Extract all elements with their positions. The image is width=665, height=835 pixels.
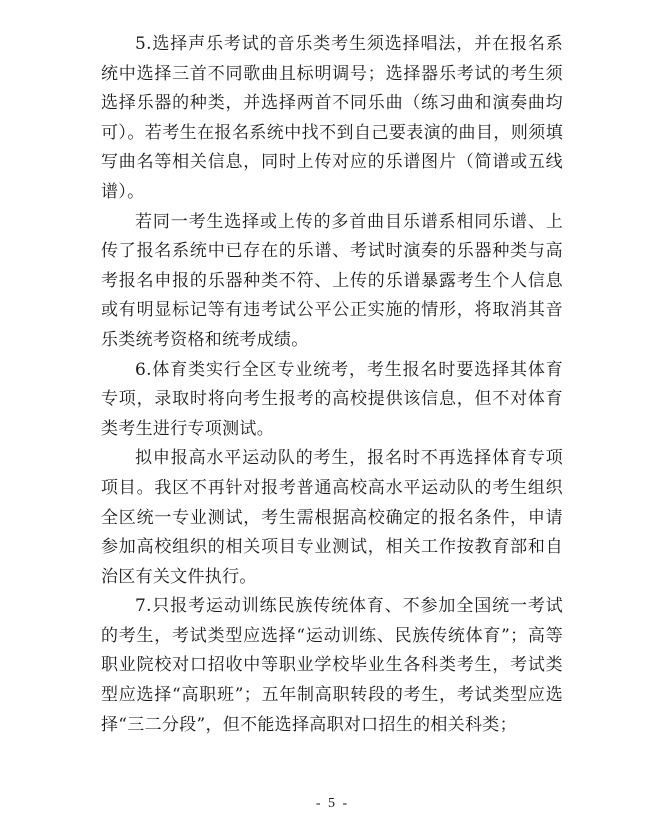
paragraph-item-5-vocal-instrumental: 5.选择声乐考试的音乐类考生须选择唱法，并在报名系统中选择三首不同歌曲且标明调号；选择器乐考试的考生须选择乐器的种类，并选择两首不同乐曲（练习曲和演奏曲均可）。若考生在报名系统中找不到自己要表演的曲目，则须填写曲名等相关信息，同时上传对应的乐谱图片（简谱或五线谱）。 (101, 34, 563, 202)
paragraph-item-7-exam-type: 7.只报考运动训练民族传统体育、不参加全国统一考试的考生，考试类型应选择“运动训练、民族传统体育”；高等职业院校对口招收中等职业学校毕业生各科类考生，考试类型应选择“高职班”；五年制高职转段的考生，考试类型应选择“三二分段”，但不能选择高职对口招生的相关科类； (101, 596, 563, 735)
paragraph-music-disqualification: 若同一考生选择或上传的多首曲目乐谱系相同乐谱、上传了报名系统中已存在的乐谱、考试时演奏的乐器种类与高考报名申报的乐器种类不符、上传的乐谱暴露考生个人信息或有明显标记等有违考试公平公正实施的情形，将取消其音乐类统考资格和统考成绩。 (101, 211, 563, 350)
paragraph-high-level-sports-team: 拟申报高水平运动队的考生，报名时不再选择体育专项项目。我区不再针对报考普通高校高水平运动队的考生组织全区统一专业测试，考生需根据高校确定的报名条件，申请参加高校组织的相关项目专业测试，相关工作按教育部和自治区有关文件执行。 (101, 448, 563, 587)
document-body (101, 30, 563, 740)
paragraph-item-6-sports: 6.体育类实行全区专业统考，考生报名时要选择其体育专项，录取时将向考生报考的高校提供该信息，但不对体育类考生进行专项测试。 (101, 359, 563, 439)
page-number: - 5 - (315, 796, 350, 811)
